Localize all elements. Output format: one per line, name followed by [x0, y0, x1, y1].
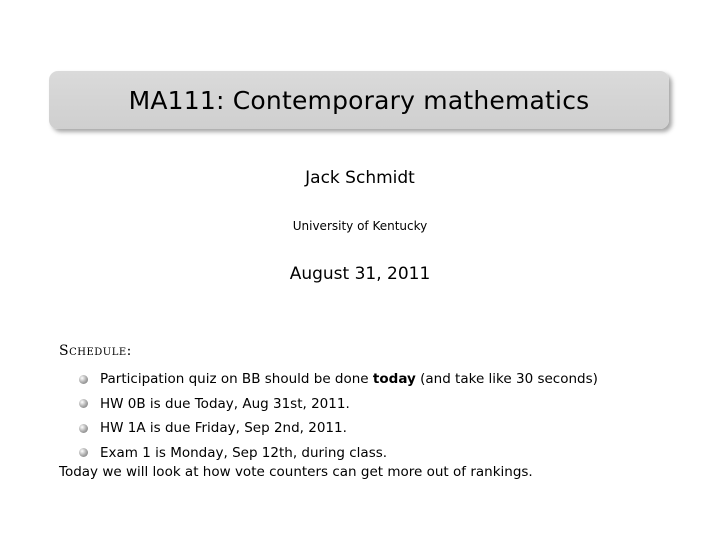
schedule-item-text: HW 0B is due Today, Aug 31st, 2011.	[100, 395, 350, 412]
schedule-item	[79, 392, 598, 417]
bullet-icon	[79, 424, 88, 433]
schedule-item	[79, 367, 598, 392]
schedule-item-emphasis: today	[372, 371, 416, 388]
schedule-item	[79, 441, 598, 466]
bullet-icon	[79, 448, 88, 457]
author-name: Jack Schmidt	[305, 168, 415, 188]
schedule-item-text: Participation quiz on BB should be done	[100, 371, 373, 388]
bullet-icon	[79, 375, 88, 384]
schedule-heading: Schedule:	[59, 343, 132, 359]
schedule-list	[79, 367, 598, 465]
bullet-icon	[79, 399, 88, 408]
schedule-item-text-after: (and take like 30 seconds)	[415, 371, 598, 388]
closing-statement: Today we will look at how vote counters can get more out of rankings.	[59, 464, 533, 480]
schedule-item	[79, 416, 598, 441]
title-box	[49, 71, 669, 129]
presentation-date: August 31, 2011	[289, 264, 431, 284]
schedule-item-text: Exam 1 is Monday, Sep 12th, during class.	[100, 444, 388, 461]
institution: University of Kentucky	[292, 219, 428, 233]
slide-title: MA111: Contemporary mathematics	[128, 85, 590, 115]
schedule-item-text: HW 1A is due Friday, Sep 2nd, 2011.	[100, 420, 347, 437]
